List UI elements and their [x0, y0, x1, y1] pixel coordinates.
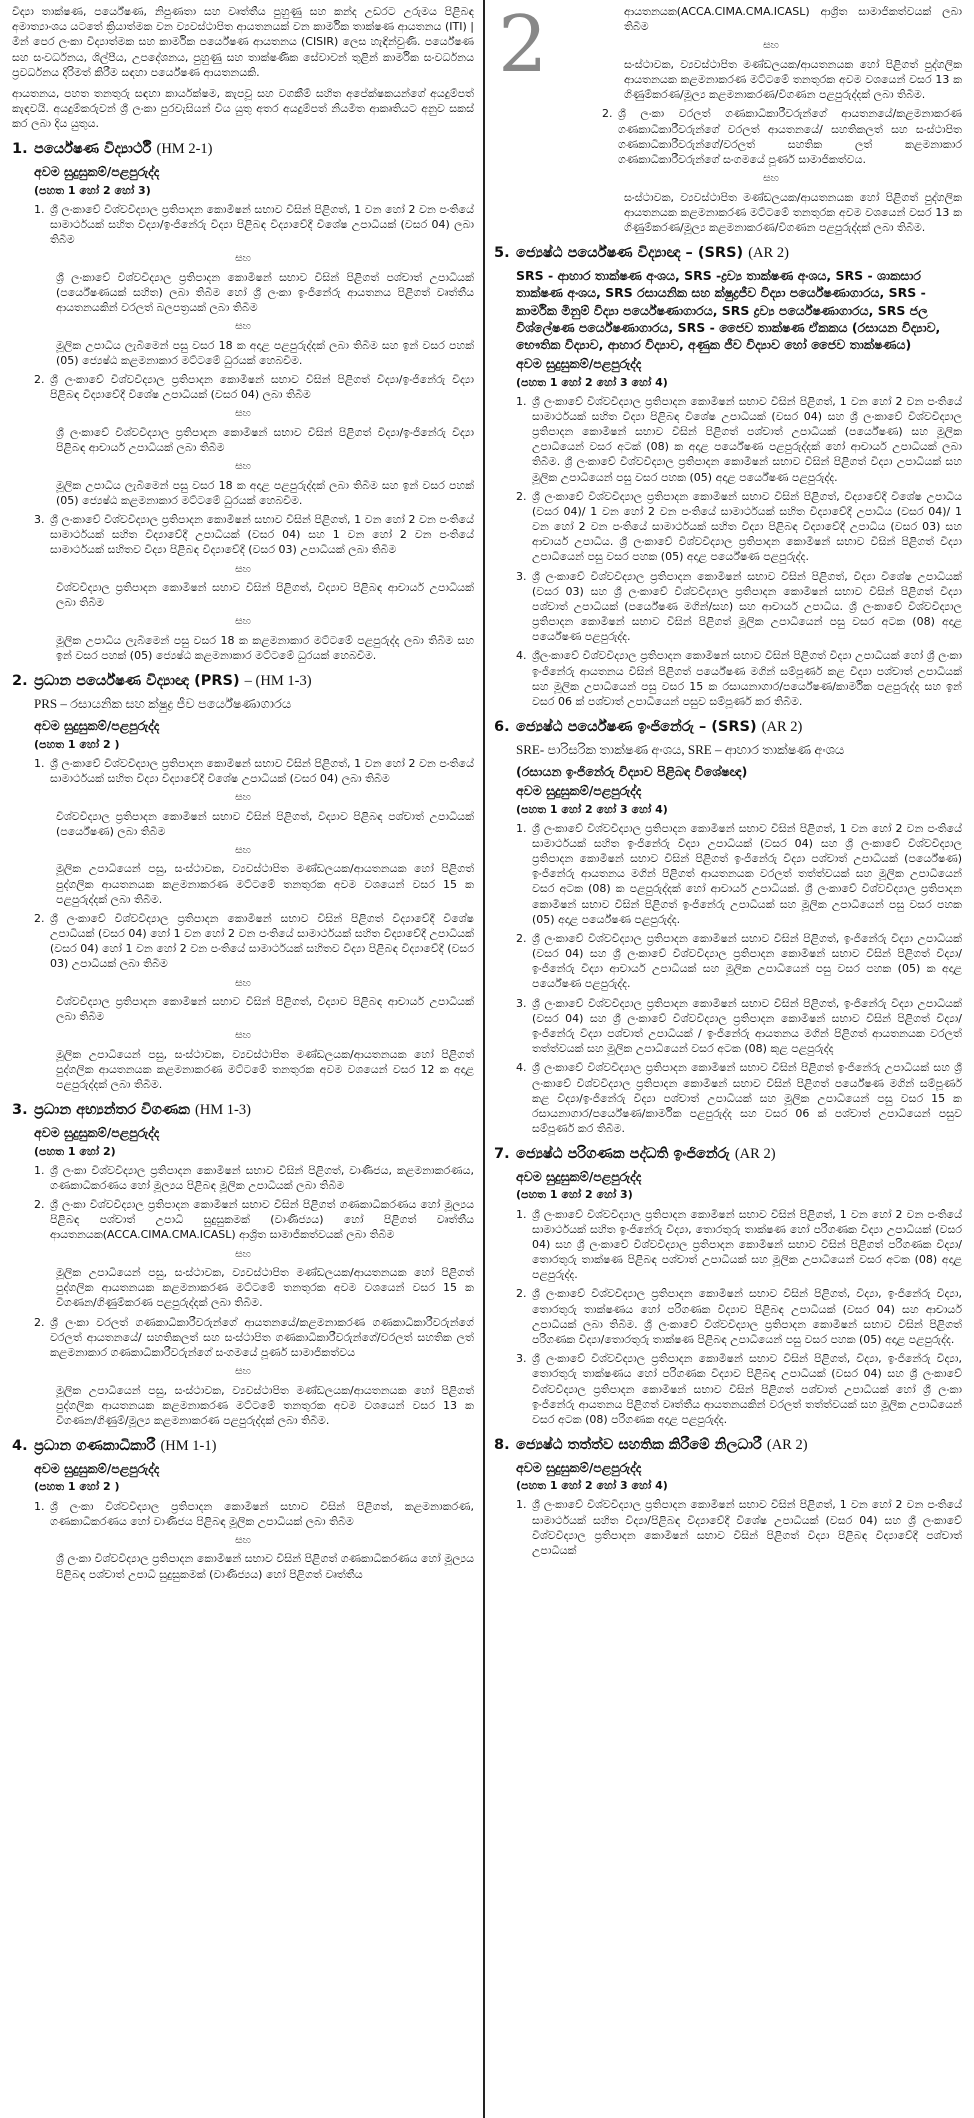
min-qualifications-label: අවම සුදුසුකම්/පළපුරුද්ද	[516, 1460, 642, 1476]
connector-and: සහ	[763, 172, 779, 185]
section-subtitle: (රසායන ඉංජිනේරු විද්‍යාව පිළිබඳ විශේෂඥ)	[516, 764, 748, 780]
item-text: ශ්‍රී ලංකාවේ විශ්වවිද්‍යාල ප්‍රතිපාදන කොමිෂන් සභාව විසින් පිළිගත් විද්‍යා/ඉංජිනේරු විද්‍යා පිළිබඳ විද්‍යාවේදී විශේෂ උපාධියක් (වසර 04) ලබා තිබීම	[50, 373, 474, 402]
section-title: ජ්‍යෙෂ්ඨ පරිගණක පද්ධති ඉංජිනේරු (AR 2)	[516, 1146, 776, 1163]
section-title: ජ්‍යෙෂ්ඨ තත්ත්ව සහතික කිරීමේ නිලධාරී (AR 2)	[516, 1437, 808, 1454]
item-text: ශ්‍රී ලංකාවේ විශ්වවිද්‍යාල ප්‍රතිපාදන කොමිෂන් සභාව විසින් පිළිගත්, 1 වන හෝ 2 වන පංතියේ සාමාර්ථයක් සහිත විද්‍යා විද්‍යාවේදී විශේෂ උපාධියක් (වසර 04) ලබා තිබීම	[50, 756, 474, 785]
qualification-item	[516, 931, 962, 992]
item-number: 2.	[602, 107, 613, 121]
item-text: ශ්‍රී ලංකාවේ විශ්වවිද්‍යාල ප්‍රතිපාදන කොමිෂන් සභාව විසින් පිළිගත්, 1 වන හෝ 2 වන පංතියේ සාමාර්ථයක් සහිත විද්‍යා/ඉංජිනේරු විද්‍යා පිළිබඳ විද්‍යාවේදී විශේෂ උපාධියක් (වසර 04) ලබා තිබීම	[50, 202, 474, 247]
section-heading	[494, 1435, 962, 1455]
item-number: 3.	[516, 569, 527, 583]
grade-code: (AR 2)	[734, 1146, 776, 1163]
connector-and: සහ	[235, 1533, 251, 1546]
connector-and: සහ	[235, 843, 251, 856]
connector-and: සහ	[235, 320, 251, 333]
connector-and: සහ	[235, 976, 251, 989]
item-text: ශ්‍රී ලංකා විශ්වවිද්‍යාල ප්‍රතිපාදන කොමිෂන් සභාව විසින් පිළිගත් ගණකාධිකරණය හෝ මූල්‍යය පිළිබඳ පශ්චාත් උපාධි සුදුසුකමක් (වාණිජ්‍යය) හෝ පිළිගත් වෘත්තීය ආයතනයක(ACCA.CIMA.CMA.ICASL) ආශ්‍රිත සාමාජිකත්වයක් ලබා තිබීම	[50, 1198, 474, 1242]
qualification-text: ආයතනයක(ACCA.CIMA.CMA.ICASL) ආශ්‍රිත සාමාජිකත්වයක් ලබා තිබීම	[624, 5, 962, 34]
min-qualifications-label: අවම සුදුසුකම්/පළපුරුද්ද	[34, 164, 160, 180]
qualification-item	[34, 372, 474, 402]
grades-note: (පහත 1 හෝ 2 හෝ 3 හෝ 4)	[516, 1479, 668, 1493]
item-text: ශ්‍රී ලංකා විශ්වවිද්‍යාල ප්‍රතිපාදන කොමිෂන් සභාව විසින් පිළිගත්, වාණිජය, කළමනාකරණය, ගණකාධිකරණය හෝ මූල්‍යය පිළිබඳ මූලික උපාධියක් ලබා තිබීම	[50, 1163, 474, 1192]
min-qualifications-label: අවම සුදුසුකම්/පළපුරුද්ද	[516, 783, 642, 799]
item-text: ශ්‍රී ලංකා විශ්වවිද්‍යාල ප්‍රතිපාදන කොමිෂන් සභාව විසින් පිළිගත්, කළමනාකරණ, ගණකාධිකරණය හෝ වාණිජය පිළිබඳ මූලික උපාධියක් ලබා තිබීම	[50, 1499, 474, 1528]
intro-section	[12, 4, 474, 131]
item-text: ශ්‍රී ලංකාවේ විශ්වවිද්‍යාල ප්‍රතිපාදන කොමිෂන් සභාව විසින් පිළිගත්, විද්‍යාවේදී විශේෂ උපාධිය (වසර 04)/ 1 වන හෝ 2 වන පංතියේ සාමාර්ථයක් සහිත විද්‍යාවේදී උපාධිය (වසර 04)/ 1 වන හෝ 2 වන පංතියේ සාමාර්ථයක් සහිත විද්‍යා පිළිබඳ විද්‍යාවේදී උපාධිය (වසර 03) සහ ආචාර්ය උපාධිය. ශ්‍රී ලංකාවේ විශ්වවිද්‍යාල ප්‍රතිපාදන කොමිෂන් සභාව විසින් පිළිගත් විද්‍යා උපාධියෙන් පසු වසර පහක (05) අදාළ පර්යේෂණ පළපුරුද්ද.	[532, 489, 962, 564]
qualification-item	[34, 911, 474, 972]
item-number: 1.	[34, 1163, 45, 1177]
section-unit: PRS – රසායනික සහ ක්ෂුද්‍ර ජීව පර්යේෂණාගාරය	[34, 696, 292, 712]
section-title: පර්යේෂණ විද්‍යාර්ථී (HM 2-1)	[34, 141, 213, 158]
item-text: ශ්‍රී ලංකාවේ විශ්වවිද්‍යාල ප්‍රතිපාදන කොමිෂන් සභාව විසින් පිළිගත් විද්‍යාවේදී විශේෂ උපාධියක් (වසර 04) හෝ 1 වන හෝ 2 වන පංතියේ සාමාර්ථයක් සහිත විද්‍යාවේදී උපාධියක් (වසර 04) හෝ 1 වන හෝ 2 වන පංතියේ සාමාර්ථයක් සහිතව විද්‍යා පිළිබඳ විද්‍යාවේදී (වසර 03) උපාධියක් ලබා තිබීම	[50, 911, 474, 971]
item-text: ශ්‍රී ලංකාවේ විශ්වවිද්‍යාල ප්‍රතිපාදන කොමිෂන් සභාව විසින් පිළිගත්, ඉංජිනේරු විද්‍යා උපාධියක් (වසර 04) සහ ශ්‍රී ලංකාවේ විශ්වවිද්‍යාල ප්‍රතිපාදන කොමිෂන් සභාව විසින් පිළිගත් විද්‍යා/ඉංජිනේරු විද්‍යා ආචාර්ය උපාධියක් සහ මූලික උපාධියෙන් පසු වසර පහක (05) ක අදාළ පර්යේෂණ පළපුරුද්ද.	[532, 931, 962, 991]
item-number: 4.	[516, 1061, 527, 1075]
qualification-text: විශ්වවිද්‍යාල ප්‍රතිපාදන කොමිෂන් සභාව විසින් පිළිගත්, විද්‍යාව පිළිබඳ ආචාර්ය උපාධියක් ලබා තිබීම	[56, 995, 474, 1024]
qualification-text: මූලික උපාධිය ලැබීමෙන් පසු වසර 18 ක කළමනාකාර මට්ටමේ පළපුරුද්ද ලබා තිබීම සහ ඉන් වසර පහක් (05) ජ්‍යෙෂ්ඨ කළමනාකාර මට්ටමේ ධුරයක් හෙබවීම.	[56, 633, 474, 663]
min-qualifications-label: අවම සුදුසුකම්/පළපුරුද්ද	[34, 718, 160, 734]
section-number: 8.	[494, 1437, 510, 1454]
grades-note: (පහත 1 හෝ 2 හෝ 3)	[516, 1188, 633, 1202]
section-heading	[12, 139, 474, 159]
section-number: 5.	[494, 245, 510, 262]
qualification-text: විශ්වවිද්‍යාල ප්‍රතිපාදන කොමිෂන් සභාව විසින් පිළිගත්, විද්‍යාව පිළිබඳ පශ්චාත් උපාධියක් (පර්යේෂණ) ලබා තිබීම	[56, 809, 474, 838]
qualification-text: ශ්‍රී ලංකා විශ්වවිද්‍යාල ප්‍රතිපාදන කොමිෂන් සභාව විසින් පිළිගත් ගණකාධිකරණය හෝ මූල්‍යය පිළිබඳ පශ්චාත් උපාධි සුදුසුකමක් (වාණිජ්‍යය) හෝ පිළිගත් වෘත්තීය	[56, 1552, 474, 1581]
qualification-item	[516, 1351, 962, 1427]
item-number: 2.	[34, 373, 45, 387]
item-text: ශ්‍රී ලංකාවේ විශ්වවිද්‍යාල ප්‍රතිපාදන කොමිෂන් සභාව විසින් පිළිගත්, විද්‍යා, ඉංජිනේරු විද්‍යා, තොරතුරු තාක්ෂණය හෝ පරිගණක විද්‍යාව පිළිබඳ උපාධියක් (වසර 04) සහ ආචාර්ය උපාධියක් ලබා තිබීම. ශ්‍රී ලංකාවේ විශ්වවිද්‍යාල ප්‍රතිපාදන කොමිෂන් සභාව විසින් පිළිගත් පරිගණක විද්‍යා/තොරතුරු තාක්ෂණ පිළිබඳ උපාධියෙන් පසු වසර පහක (05) අදාළ පළපුරුද්ද.	[532, 1287, 962, 1346]
right-column	[494, 4, 962, 2118]
item-text: ශ්‍රී ලංකාවේ විශ්වවිද්‍යාල ප්‍රතිපාදන කොමිෂන් සභාව විසින් පිළිගත්, 1 වන හෝ 2 වන පංතියේ සාමාර්ථයක් සහිත ඉංජිනේරු විද්‍යා උපාධියක් (වසර 04) සහ ශ්‍රී ලංකාවේ විශ්වවිද්‍යාල ප්‍රතිපාදන කොමිෂන් සභාව විසින් පිළිගත් ඉංජිනේරු විද්‍යා පශ්චාත් උපාධියක් (පර්යේෂණ) ඉංජිනේරු ආයතනය මගින් පිළිගත් ආයතනයක වරලත් තත්ත්වයක් සහ මූලික උපාධියෙන් වසර අටක (08) ක පළපුරුද්දක් හෝ ආචාර්ය උපාධියක්. ශ්‍රී ලංකාවේ විශ්වවිද්‍යාල ප්‍රතිපාදන කොමිෂන් සභාව විසින් පිළිගත් ඉංජිනේරු උපාධියක් සහ මූලික උපාධියෙන් පසු වසර පහක (05) අදාළ පර්යේෂණ පළපුරුද්ද.	[532, 821, 962, 926]
item-number: 1.	[516, 1207, 527, 1221]
min-qualifications-label: අවම සුදුසුකම්/පළපුරුද්ද	[516, 356, 642, 372]
qualification-item	[516, 1207, 962, 1283]
qualification-item	[34, 202, 474, 248]
continuation-block	[494, 4, 962, 235]
section-subtitle: SRS - ආහාර තාක්ෂණ අංශය, SRS -ද්‍රව්‍ය තාක්ෂණ අංශය, SRS - ශාකසාර තාක්ෂණ අංශය, SRS රසායනික සහ ක්ෂුද්‍රජීව විද්‍යා පර්යේෂණාගාරය, SRS - කාර්මික මිනුම් විද්‍යා පර්යේෂණාගාරය, SRS ද්‍රව්‍ය පර්යේෂණාගාරය, SRS ජල විශ්ලේෂණ පර්යේෂණාගාරය, SRS - ජෛව තාක්ෂණ ඒකකය (රසායන විද්‍යාව, භෞතික විද්‍යාව, ආහාර විද්‍යාව, අණුක ජීව විද්‍යාව හෝ ජෛව තාක්ෂණය)	[516, 268, 941, 353]
grade-code: (HM 2-1)	[156, 141, 213, 158]
item-number: 2.	[34, 1315, 45, 1329]
item-number: 1.	[34, 202, 45, 216]
item-text: ශ්‍රී ලංකාවේ විශ්වවිද්‍යාල ප්‍රතිපාදන කොමිෂන් සභාව විසින් පිළිගත්, 1 වන හෝ 2 වන පංතියේ සාමාර්ථයක් සහිත විද්‍යාවේදී උපාධියක් (වසර 04) සහ 1 වන හෝ 2 වන පංතියේ සාමාර්ථයක් සහිතව විද්‍යා පිළිබඳ විද්‍යාවේදී (වසර 03) උපාධියක් ලබා තිබීම	[50, 513, 474, 557]
item-number: 4.	[516, 649, 527, 663]
left-column	[12, 4, 474, 2118]
item-number: 2.	[516, 1287, 527, 1301]
qualification-text: මූලික උපාධියෙන් පසු, සංස්ථාවක, ව්‍යවස්ථාපිත මණ්ඩලයක/ආයතනයක හෝ පිළිගත් පුද්ගලික ආයතනයක කළමනාකරණ මට්ටමේ තනතුරක අවම වශයෙන් වසර 15 ක විගණන/ගිණුම්කරණ පළපුරුද්දක් ලබා තිබීම.	[56, 1266, 474, 1310]
grades-note: (පහත 1 හෝ 2 )	[34, 737, 120, 751]
grade-code: (AR 2)	[748, 245, 789, 262]
qualification-item	[516, 1286, 962, 1347]
section-number: 3.	[12, 1102, 28, 1119]
item-number: 1.	[34, 1499, 45, 1513]
section-unit: SRE- පාරිසරික තාක්ෂණ අංශය, SRE – ආහාර තාක්ෂණ අංශය	[516, 742, 845, 758]
connector-and: සහ	[235, 1029, 251, 1042]
section-heading	[494, 243, 962, 263]
item-number: 1.	[516, 394, 527, 408]
item-text: ශ්‍රී ලංකාවේ විශ්වවිද්‍යාල ප්‍රතිපාදන කොමිෂන් සභාව විසින් පිළිගත්, විද්‍යා, ඉංජිනේරු විද්‍යා, තොරතුරු තාක්ෂණය හෝ පරිගණක විද්‍යාව පිළිබඳ උපාධියක් (වසර 04) සහ ශ්‍රී ලංකාවේ විශ්වවිද්‍යාල ප්‍රතිපාදන කොමිෂන් සභාව විසින් පිළිගත් පශ්චාත් උපාධියක් හෝ ශ්‍රී ලංකා ඉංජිනේරු ආයතනය පිළිගත් වෘත්තීය ආයතනයකින් වරලත් තත්ත්වයක් සහ මූලික උපාධියෙන් වසර අටක (08) පරිගණක අදාළ පළපුරුද්ද.	[532, 1352, 962, 1426]
section-heading	[12, 1100, 474, 1120]
qualification-item	[602, 106, 962, 167]
qualification-item	[34, 756, 474, 786]
qualification-item	[34, 1499, 474, 1529]
item-text: ශ්‍රී ලංකාවේ විශ්වවිද්‍යාල ප්‍රතිපාදන කොමිෂන් සභාව විසින් පිළිගත්, විද්‍යා විශේෂ උපාධියක් (වසර 03) සහ ශ්‍රී ලංකාවේ විශ්වවිද්‍යාල ප්‍රතිපාදන කොමිෂන් සභාව විසින් පිළිගත් විද්‍යා පශ්චාත් උපාධියක් (පර්යේෂණ මගින්/සහ) සහ ආචාර්ය උපාධිය. ශ්‍රී ලංකාවේ විශ්වවිද්‍යාල ප්‍රතිපාදන කොමිෂන් සභාව විසින් පිළිගත් මූලික උපාධියෙන් පසු වසර අටක (08) අදාළ පර්යේෂණ පළපුරුද්ද.	[532, 569, 962, 644]
grades-note: (පහත 1 හෝ 2 හෝ 3)	[34, 183, 151, 197]
qualification-item	[34, 512, 474, 558]
item-number: 2.	[516, 489, 527, 503]
item-text: ශ්‍රී ලංකාවේ විශ්වවිද්‍යාල ප්‍රතිපාදන කොමිෂන් සභාව විසින් පිළිගත්, 1 වන හෝ 2 වන පංතියේ සාමාර්ථයක් සහිත විද්‍යා පිළිබඳ විශේෂ උපාධියක් (වසර 04) සහ ශ්‍රී ලංකාවේ විශ්වවිද්‍යාල ප්‍රතිපාදන කොමිෂන් සභාව විසින් පිළිගත් පශ්චාත් උපාධියක් (පර්යේෂණ) සහ මූලික උපාධියෙන් වසර අටක් (08) ක අදාළ පර්යේෂණ පළපුරුද්දක් හෝ ආචාර්ය උපාධියක් ලබා තිබීම. ශ්‍රී ලංකාවේ විශ්වවිද්‍යාල ප්‍රතිපාදන කොමිෂන් සභාව විසින් පිළිගත් විද්‍යා උපාධියක් සහ මූලික උපාධියෙන් පසු වසර පහක (05) අදාළ පර්යේෂණ පළපුරුද්ද.	[532, 394, 962, 484]
qualification-text: ශ්‍රී ලංකාවේ විශ්වවිද්‍යාල ප්‍රතිපාදන කොමිෂන් සභාව විසින් පිළිගත් පශ්චාත් උපාධියක් (පර්යේෂණයක් සහිත) ලබා තිබීම හෝ ශ්‍රී ලංකා ඉංජිනේරු ආයතනය පිළිගත් වෘත්තීය ආයතනයකින් වරලත් බලපත්‍රයක් ලබා තිබීම	[56, 270, 474, 315]
qualification-item	[516, 489, 962, 565]
section-heading	[12, 671, 474, 691]
grades-note: (පහත 1 හෝ 2 )	[34, 1480, 120, 1494]
grade-code: (HM 1-1)	[160, 1438, 217, 1455]
item-number: 2.	[516, 931, 527, 945]
section-number: 1.	[12, 141, 28, 158]
item-number: 3.	[516, 996, 527, 1010]
qualification-item	[516, 996, 962, 1057]
grades-note: (පහත 1 හෝ 2)	[34, 1144, 116, 1158]
section-heading	[494, 717, 962, 737]
item-number: 2.	[34, 911, 45, 925]
grade-code: (HM 1-3)	[194, 1102, 251, 1119]
left-sections	[12, 139, 474, 1581]
qualification-text: සංස්ථාවක, ව්‍යවස්ථාපිත මණ්ඩලයක/ආයතනයක හෝ පිළිගත් පුද්ගලික ආයතනයක කළමනාකරණ මට්ටමේ තනතුරක අවම වශයෙන් වසර 13 ක ගිණුම්කරණ/මූල්‍ය කළමනාකරණ/විගණන පළපුරුද්දක් ලබා තිබීම.	[624, 57, 962, 102]
connector-and: සහ	[235, 407, 251, 420]
qualification-item	[516, 394, 962, 485]
item-number: 3.	[34, 513, 45, 527]
connector-and: සහ	[235, 252, 251, 265]
qualification-text: ශ්‍රී ලංකාවේ විශ්වවිද්‍යාල ප්‍රතිපාදන කොමිෂන් සභාව විසින් පිළිගත් විද්‍යා/ඉංජිනේරු විද්‍යා පිළිබඳ ආචාර්ය උපාධියක් ලබා තිබීම	[56, 425, 474, 455]
connector-and: සහ	[763, 39, 779, 52]
item-number: 1.	[516, 1498, 527, 1512]
item-number: 2.	[34, 1198, 45, 1212]
intro-paragraph: විද්‍යා තාක්ෂණ, පර්යේෂණ, නිපුණතා සහ වෘත්තීය පුහුණු සහ කන්ද උඩරට උරුමය පිළිබඳ අමාත්‍යාංශය යටතේ ක්‍රියාත්මක වන ව්‍යවස්ථාපිත ආයතනයක් වන කාර්මික තාක්ෂණ ආයතනය (ITI) | මින් පෙර ලංකා විද්‍යාත්මක සහ කාර්මික පර්යේෂණ ආයතනය (CISIR) ලෙස හැඳින්වුණි. පර්යේෂණ සහ සංවර්ධනය, ශිල්පීය, උපදේශනය, පුහුණු සහ තාක්ෂණික සේවාවන් තුළින් කාර්මික සංවර්ධනය ප්‍රවර්ධනය දිරිමත් කිරීම සඳහා පර්යේෂණ ආයතනයකි.	[12, 5, 474, 79]
item-text: ශ්‍රී ලංකාවේ විශ්වවිද්‍යාල ප්‍රතිපාදන කොමිෂන් සභාව විසින් පිළිගත්, 1 වන හෝ 2 වන පංතියේ සාමාර්ථයක් සහිත ඉංජිනේරු විද්‍යා, තොරතුරු තාක්ෂණ හෝ පරිගණක විද්‍යා උපාධියක් (වසර 04) සහ ශ්‍රී ලංකාවේ විශ්වවිද්‍යාල ප්‍රතිපාදන කොමිෂන් සභාව විසින් පිළිගත් පරිගණක විද්‍යා/තොරතුරු තාක්ෂණ පිළිබඳ පශ්චාත් උපාධියක් සහ මූලික උපාධියෙන් වසර අටක (08) අදාළ පළපුරුද්ද.	[532, 1207, 962, 1282]
section-title: ප්‍රධාන ගණකාධිකාරී (HM 1-1)	[34, 1438, 217, 1455]
item-number: 3.	[516, 1352, 527, 1366]
section-number: 2.	[12, 673, 28, 690]
qualification-text: සංස්ථාවක, ව්‍යවස්ථාපිත මණ්ඩලයක/ආයතනයක හෝ පිළිගත් පුද්ගලික ආයතනයක කළමනාකරණ මට්ටමේ තනතුරක අවම වශයෙන් වසර 13 ක ගිණුම්කරණ/මූල්‍ය කළමනාකරණ/විගණන පළපුරුද්දක් ලබා තිබීම.	[624, 190, 962, 234]
section-title: ජ්‍යෙෂ්ඨ පර්යේෂණ විද්‍යාඥ – (SRS) (AR 2)	[516, 245, 789, 262]
section-number: 7.	[494, 1146, 510, 1163]
item-text: ශ්‍රී ලංකාවේ විශ්වවිද්‍යාල ප්‍රතිපාදන කොමිෂන් සභාව විසින් පිළිගත්, ඉංජිනේරු විද්‍යා උපාධියක් (වසර 04) සහ ශ්‍රී ලංකාවේ විශ්වවිද්‍යාල ප්‍රතිපාදන කොමිෂන් සභාව විසින් පිළිගත් විද්‍යා/ඉංජිනේරු විද්‍යා පශ්චාත් උපාධියක් / ඉංජිනේරු ආයතනය මගින් පිළිගත් ආයතනයක වරලත් තත්ත්වයක් සහ මූලික උපාධියෙන් වසර අටක (08) කුළ පළපුරුද්ද	[532, 996, 962, 1056]
qualification-item	[516, 821, 962, 927]
qualification-text: මූලික උපාධිය ලැබීමෙන් පසු වසර 18 ක අදාළ පළපුරුද්දක් ලබා තිබීම සහ ඉන් වසර පහක් (05) ජ්‍යෙෂ්ඨ කළමනාකාර මට්ටමේ ධුරයක් හෙබවීම.	[56, 338, 474, 367]
section-title: ජ්‍යෙෂ්ඨ පර්යේෂණ ඉංජිනේරු – (SRS) (AR 2)	[516, 719, 803, 736]
grade-code: (AR 2)	[766, 1437, 808, 1454]
qualification-item	[516, 1060, 962, 1136]
right-sections	[494, 243, 962, 1558]
qualification-item	[34, 1163, 474, 1193]
min-qualifications-label: අවම සුදුසුකම්/පළපුරුද්ද	[516, 1169, 642, 1185]
section-title: ප්‍රධාන පර්යේෂණ විද්‍යාඥ (PRS) – (HM 1-3)	[34, 673, 312, 690]
min-qualifications-label: අවම සුදුසුකම්/පළපුරුද්ද	[34, 1125, 160, 1141]
item-text: ශ්‍රී ලංකා වරලත් ගණකාධිකාරීවරුන්ගේ ආයතනයේ/කළමනාකරණ ගණකාධිකාරීවරුන්ගේ වරලත් ආයතනයේ/ සහතිකලත් සහ සංස්ථාපිත ගණකාධිකාරීවරුන්ගේ/වරලත් සහතික ලත් කළමනාකාර ගණකාධිකාරීවරුන්ගේ සංගමයේ පූර්ණ සාමාජිකත්වය.	[618, 107, 962, 166]
qualification-text: මූලික උපාධියෙන් පසු, සංස්ථාවක, ව්‍යවස්ථාපිත මණ්ඩලයක/ආයතනයක හෝ පිළිගත් පුද්ගලික ආයතනයක කළමනාකරණ මට්ටමේ තනතුරක අවම වශයෙන් වසර 12 ක අදාළ පළපුරුද්දක් ලබා තිබීම.	[56, 1047, 474, 1092]
connector-and: සහ	[235, 791, 251, 804]
qualification-item	[516, 1497, 962, 1558]
qualification-text: මූලික උපාධියෙන් පසු, සංස්ථාවක, ව්‍යවස්ථාපිත මණ්ඩලයක/ආයතනයක හෝ පිළිගත් පුද්ගලික ආයතනයක කළමනාකරණ මට්ටමේ තනතුරක අවම වශයෙන් වසර 13 ක විගණන/ගිණුම්/මූල්‍ය කළමනාකරණ පළපුරුද්දක් ලබා තිබීම.	[56, 1383, 474, 1427]
qualification-item	[34, 1315, 474, 1361]
grade-code: (AR 2)	[761, 719, 803, 736]
grade-code: – (HM 1-3)	[244, 673, 312, 690]
page-number: 2	[498, 4, 548, 90]
section-heading	[494, 1144, 962, 1164]
connector-and: සහ	[235, 1247, 251, 1260]
qualification-text: විශ්වවිද්‍යාල ප්‍රතිපාදන කොමිෂන් සභාව විසින් පිළිගත්, විද්‍යාව පිළිබඳ ආචාර්ය උපාධියක් ලබා තිබීම	[56, 581, 474, 610]
qualification-text: මූලික උපාධියෙන් පසු, සංස්ථාවක, ව්‍යවස්ථාපිත මණ්ඩලයක/ආයතනයක හෝ පිළිගත් පුද්ගලික ආයතනයක කළමනාකරණ මට්ටමේ තනතුරක අවම වශයෙන් වසර 15 ක පළපුරුද්දක් ලබා තිබීම.	[56, 862, 474, 906]
connector-and: සහ	[235, 615, 251, 628]
item-number: 1.	[34, 756, 45, 770]
grades-note: (පහත 1 හෝ 2 හෝ 3 හෝ 4)	[516, 802, 668, 816]
connector-and: සහ	[235, 562, 251, 575]
connector-and: සහ	[235, 1365, 251, 1378]
qualification-text: මූලික උපාධිය ලැබීමෙන් පසු වසර 18 ක අදාළ පළපුරුද්දක් ලබා තිබීම සහ ඉන් වසර පහක් (05) ජ්‍යෙෂ්ඨ කළමනාකාර මට්ටමේ ධුරයක් හෙබවීම.	[56, 478, 474, 507]
item-text: ශ්‍රී ලංකා වරලත් ගණකාධිකාරීවරුන්ගේ ආයතනයේ/කළමනාකරණ ගණකාධිකාරීවරුන්ගේ වරලත් ආයතනයේ/ සහතිකලත් සහ සංස්ථාපිත ගණකාධිකාරීවරුන්ගේ/වරලත් සහතික ලත් කළමනාකාර ගණකාධිකාරීවරුන්ගේ සංගමයේ පූර්ණ සාමාජිකත්වය	[50, 1315, 474, 1359]
item-number: 1.	[516, 821, 527, 835]
section-number: 4.	[12, 1438, 28, 1455]
item-text: ශ්‍රී ලංකාවේ විශ්වවිද්‍යාල ප්‍රතිපාදන කොමිෂන් සභාව විසින් පිළිගත්, 1 වන හෝ 2 වන පංතියේ සාමාර්ථයක් සහිත විද්‍යා/පිළිබඳ විද්‍යාවේදී විශේෂ උපාධියක් (වසර 04) සහ ශ්‍රී ලංකාවේ විශ්වවිද්‍යාල ප්‍රතිපාදන කොමිෂන් සභාව විසින් පිළිගත් විද්‍යා පිළිබඳ විද්‍යාවේදී පශ්චාත් උපාධියක්	[532, 1498, 962, 1557]
min-qualifications-label: අවම සුදුසුකම්/පළපුරුද්ද	[34, 1461, 160, 1477]
column-divider	[483, 0, 485, 2118]
section-title: ප්‍රධාන අභ්‍යන්තර විගණක (HM 1-3)	[34, 1102, 251, 1119]
qualification-item	[516, 648, 962, 709]
section-number: 6.	[494, 719, 510, 736]
qualification-item	[34, 1197, 474, 1243]
item-text: ශ්‍රීලංකාවේ විශ්වවිද්‍යාල ප්‍රතිපාදන කොමිෂන් සභාව විසින් පිළිගත් විද්‍යා උපාධියක් හෝ ශ්‍රී ලංකා ඉංජිනේරු ආයතනය විසින් පිළිගත් පර්යේෂණ මගින් සම්පූර්ණ කළ විද්‍යා පශ්චාත් උපාධියක් සහ මූලික උපාධියෙන් පසු වසර 15 ක රසායනාගාර/පර්යේෂණ/කාර්මික පළපුරුද්ද සහ ඉන් වසර 06 ක් පශ්චාත් උපාධියෙන් පසුව සම්පූර්ණ කර තිබීම.	[532, 649, 962, 708]
qualification-item	[516, 569, 962, 645]
section-heading	[12, 1436, 474, 1456]
grades-note: (පහත 1 හෝ 2 හෝ 3 හෝ 4)	[516, 375, 668, 389]
item-text: ශ්‍රී ලංකාවේ විශ්වවිද්‍යාල ප්‍රතිපාදන කොමිෂන් සභාව විසින් පිළිගත් ඉංජිනේරු උපාධියක් සහ ශ්‍රී ලංකාවේ විශ්වවිද්‍යාල ප්‍රතිපාදන කොමිෂන් සභාව විසින් පිළිගත් පර්යේෂණ මගින් සම්පූර්ණ කළ විද්‍යා/ඉංජිනේරු විද්‍යා පශ්චාත් උපාධියක් සහ මූලික උපාධියෙන් පසු වසර 15 ක රසායනාගාර/පර්යේෂණ/කාර්මික පළපුරුද්ද සහ වසර 06 ක් පශ්චාත් උපාධියෙන් පසුව සම්පූර්ණ කර තිබීම.	[532, 1061, 962, 1136]
intro-paragraph: ආයතනය, පහත තනතුරු සඳහා කාර්යක්ෂම, කැපවූ සහ වගකීම් සහිත අපේක්ෂකයන්ගේ අයදුම්පත් කැඳවයි. අයදුම්කරුවන් ශ්‍රී ලංකා පුරවැසියන් විය යුතු අතර අයදුම්පත් නියමිත ආකෘතියට අනුව සකස් කර ලබා දිය යුතුය.	[12, 86, 474, 131]
connector-and: සහ	[235, 460, 251, 473]
